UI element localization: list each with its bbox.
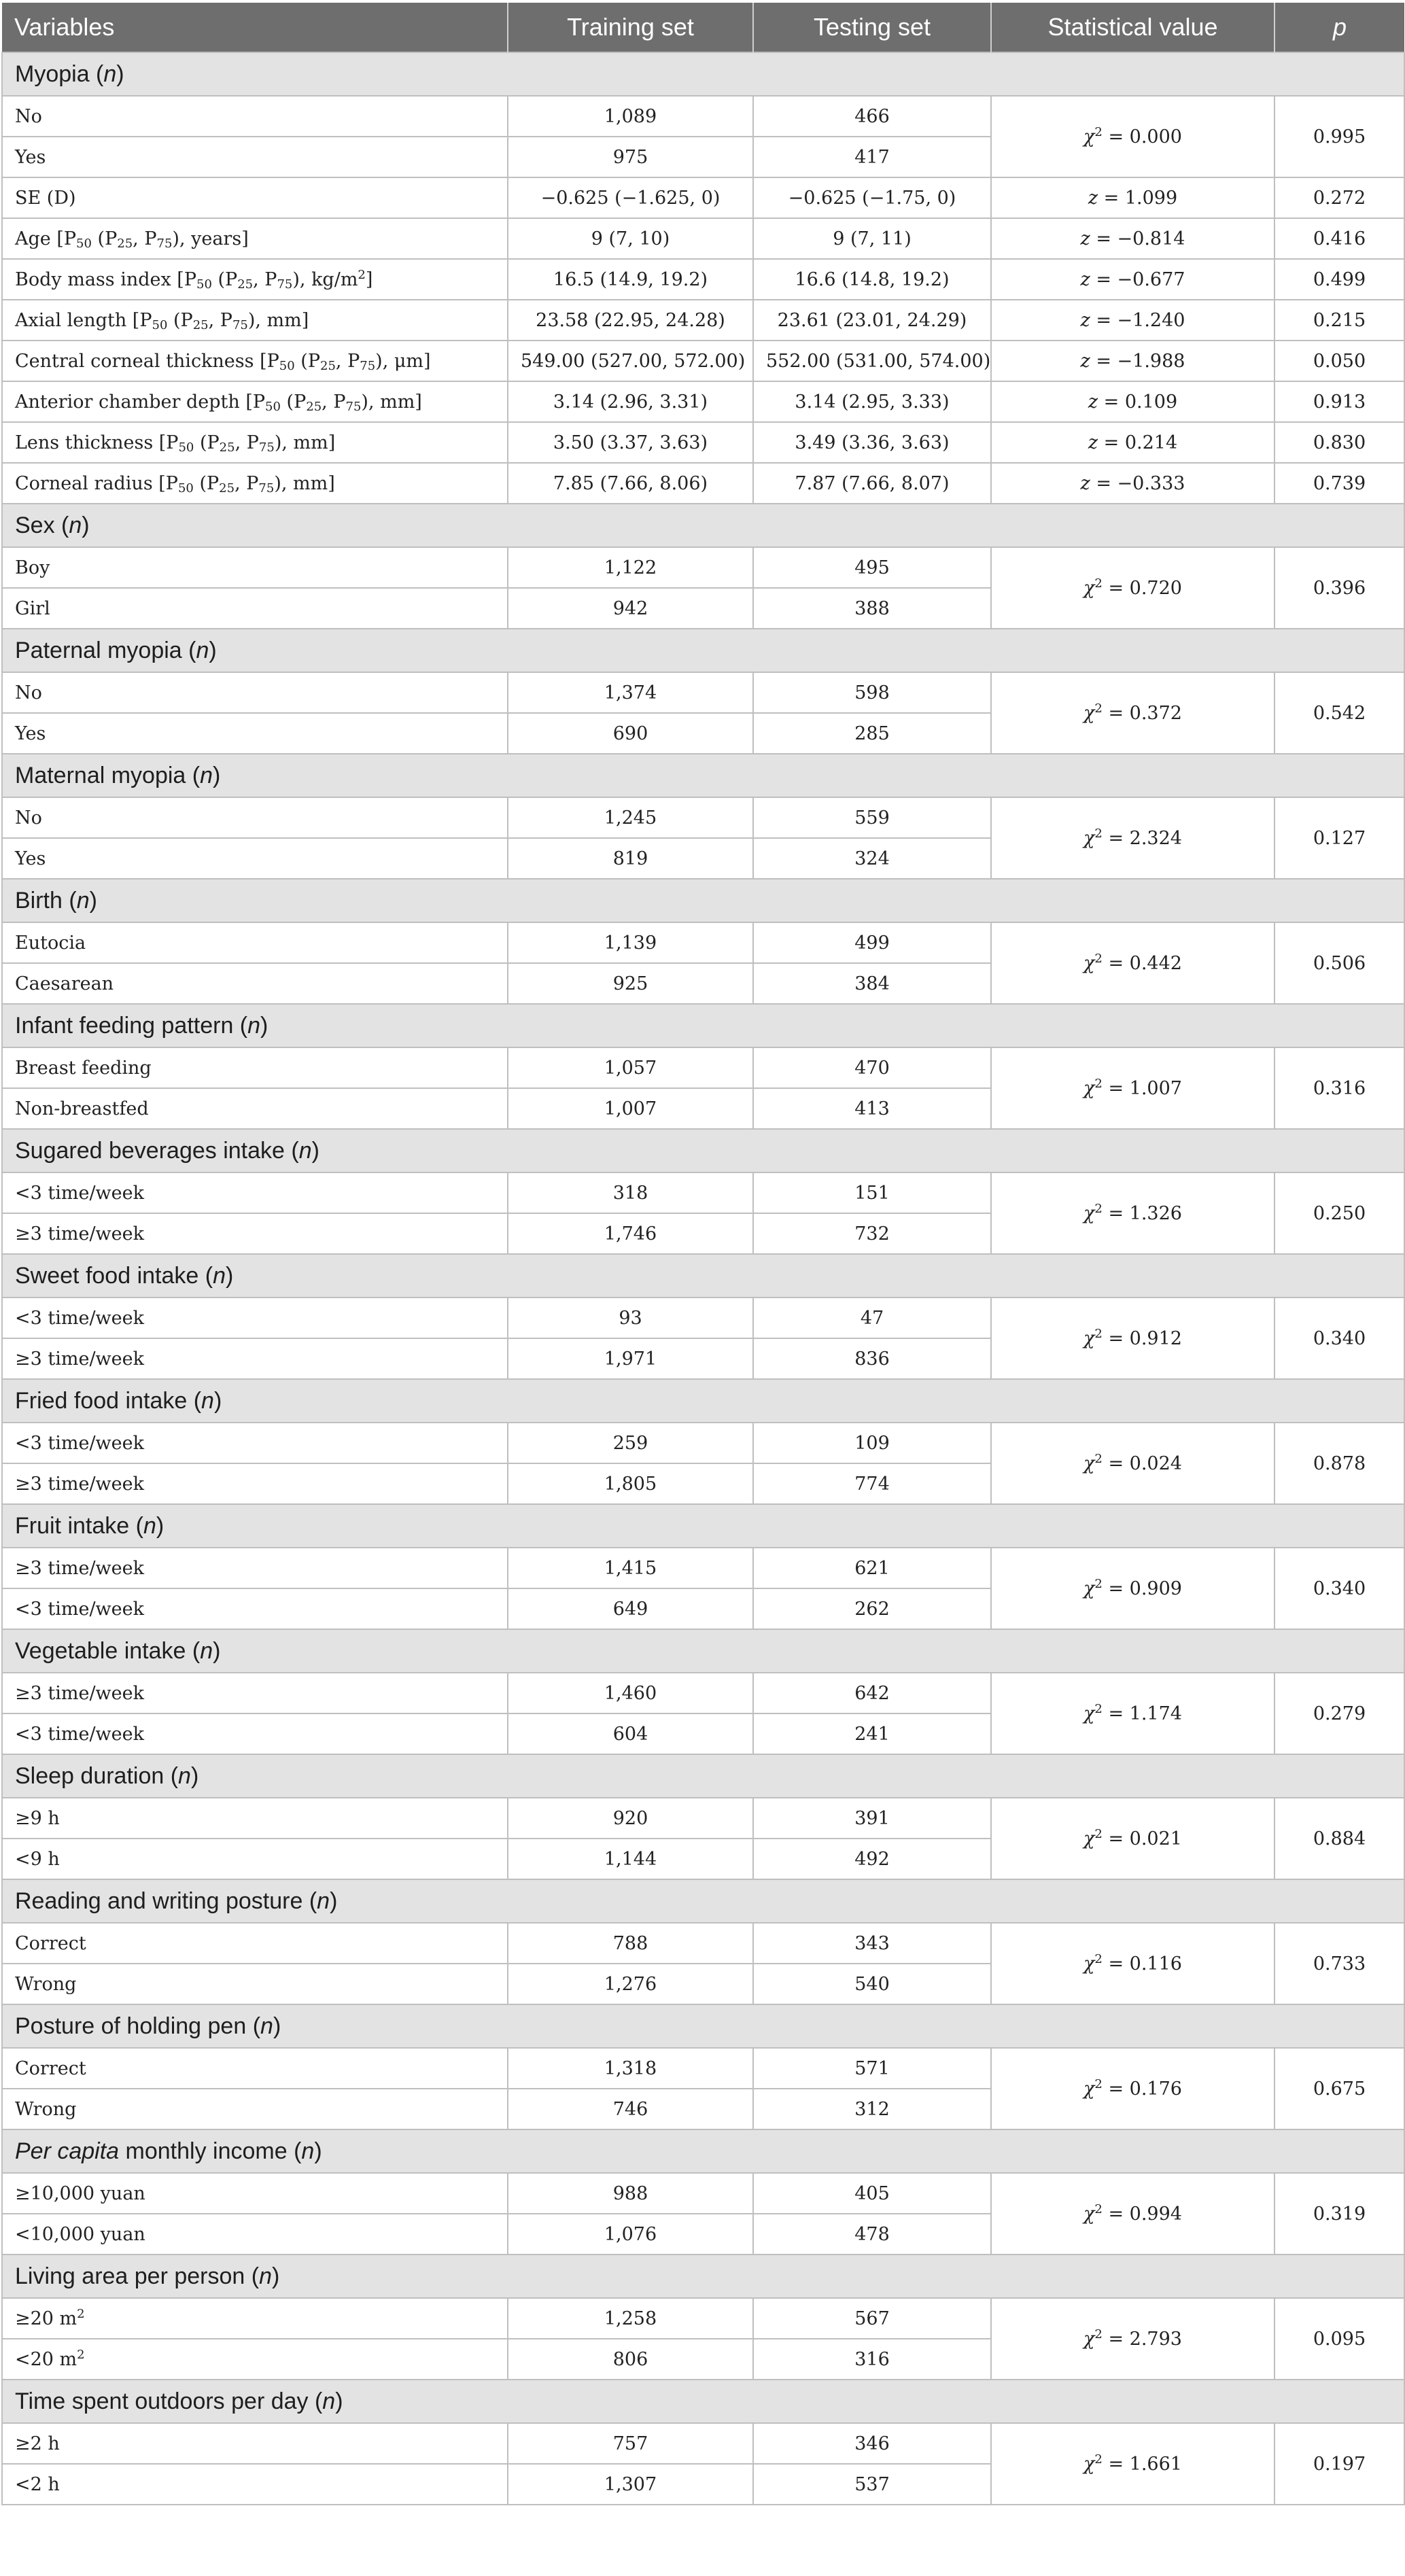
group-label: Time spent outdoors per day (n) <box>2 2380 1404 2423</box>
training-value: 1,076 <box>508 2214 753 2255</box>
row-label: Breast feeding <box>2 1047 508 1088</box>
group-label: Paternal myopia (n) <box>2 629 1404 672</box>
table-row <box>2 1047 1404 1088</box>
training-value: 942 <box>508 588 753 629</box>
training-value: 1,089 <box>508 96 753 137</box>
row-label: Wrong <box>2 1964 508 2004</box>
table-row <box>2 218 1404 259</box>
training-value: 746 <box>508 2089 753 2129</box>
row-label: <10,000 yuan <box>2 2214 508 2255</box>
testing-value: 642 <box>753 1673 991 1713</box>
row-label: Central corneal thickness [$P_{50}$ ($P_{25}$, $P_{75}$), μm] <box>2 341 508 381</box>
table-row <box>2 177 1404 218</box>
table-row <box>2 300 1404 341</box>
statistical-value: $\chi^2 = 0.372$ <box>991 672 1274 754</box>
group-label: Posture of holding pen (n) <box>2 2004 1404 2048</box>
testing-value: 9 (7, 11) <box>753 218 991 259</box>
statistical-value: $\chi^2 = 0.442$ <box>991 922 1274 1004</box>
p-value: 0.340 <box>1274 1298 1404 1379</box>
training-value: 1,276 <box>508 1964 753 2004</box>
group-row <box>2 504 1404 547</box>
table-row <box>2 1298 1404 1338</box>
statistical-value: $\chi^2 = 0.116$ <box>991 1923 1274 2004</box>
group-label: Fried food intake (n) <box>2 1379 1404 1423</box>
testing-value: 16.6 (14.8, 19.2) <box>753 259 991 300</box>
header-training: Training set <box>508 3 753 52</box>
row-label: <20 $m^2$ <box>2 2339 508 2380</box>
training-value: 1,374 <box>508 672 753 713</box>
training-value: 1,007 <box>508 1088 753 1129</box>
training-value: 7.85 (7.66, 8.06) <box>508 463 753 504</box>
testing-value: 552.00 (531.00, 574.00) <box>753 341 991 381</box>
training-value: 1,245 <box>508 797 753 838</box>
testing-value: 405 <box>753 2173 991 2214</box>
testing-value: 151 <box>753 1172 991 1213</box>
row-label: Eutocia <box>2 922 508 963</box>
row-label: Correct <box>2 1923 508 1964</box>
group-label: Infant feeding pattern (n) <box>2 1004 1404 1047</box>
p-value: 0.095 <box>1274 2298 1404 2380</box>
row-label: ≥3 time/week <box>2 1548 508 1588</box>
training-value: 3.50 (3.37, 3.63) <box>508 422 753 463</box>
testing-value: 559 <box>753 797 991 838</box>
testing-value: 391 <box>753 1798 991 1839</box>
table-row <box>2 463 1404 504</box>
statistical-value: $\chi^2 = 1.661$ <box>991 2423 1274 2505</box>
p-value: 0.316 <box>1274 1047 1404 1129</box>
testing-value: 109 <box>753 1423 991 1463</box>
p-value: 0.319 <box>1274 2173 1404 2255</box>
row-label: No <box>2 96 508 137</box>
p-value: 0.830 <box>1274 422 1404 463</box>
training-value: 1,460 <box>508 1673 753 1713</box>
testing-value: 324 <box>753 838 991 879</box>
table-row <box>2 1423 1404 1463</box>
p-value: 0.739 <box>1274 463 1404 504</box>
testing-value: 478 <box>753 2214 991 2255</box>
testing-value: 499 <box>753 922 991 963</box>
row-label: Yes <box>2 137 508 177</box>
row-label: SE (D) <box>2 177 508 218</box>
p-value: 0.913 <box>1274 381 1404 422</box>
row-label: Yes <box>2 713 508 754</box>
group-row <box>2 1629 1404 1673</box>
training-value: 1,057 <box>508 1047 753 1088</box>
table-row <box>2 259 1404 300</box>
row-label: Non-breastfed <box>2 1088 508 1129</box>
statistical-value: $\chi^2 = 0.021$ <box>991 1798 1274 1879</box>
table-row <box>2 797 1404 838</box>
row-label: ≥2 h <box>2 2423 508 2464</box>
testing-value: 598 <box>753 672 991 713</box>
training-value: 975 <box>508 137 753 177</box>
testing-value: −0.625 (−1.75, 0) <box>753 177 991 218</box>
testing-value: 316 <box>753 2339 991 2380</box>
training-value: 16.5 (14.9, 19.2) <box>508 259 753 300</box>
row-label: Wrong <box>2 2089 508 2129</box>
testing-value: 23.61 (23.01, 24.29) <box>753 300 991 341</box>
header-testing: Testing set <box>753 3 991 52</box>
testing-value: 384 <box>753 963 991 1004</box>
row-label: ≥9 h <box>2 1798 508 1839</box>
testing-value: 470 <box>753 1047 991 1088</box>
training-value: 819 <box>508 838 753 879</box>
header-statistical: Statistical value <box>991 3 1274 52</box>
p-value: 0.884 <box>1274 1798 1404 1879</box>
p-value: 0.050 <box>1274 341 1404 381</box>
row-label: Age [$P_{50}$ ($P_{25}$, $P_{75}$), years] <box>2 218 508 259</box>
statistical-value: $\chi^2 = 1.326$ <box>991 1172 1274 1254</box>
training-value: 1,318 <box>508 2048 753 2089</box>
training-value: 757 <box>508 2423 753 2464</box>
p-value: 0.127 <box>1274 797 1404 879</box>
testing-value: 7.87 (7.66, 8.07) <box>753 463 991 504</box>
row-label: Anterior chamber depth [$P_{50}$ ($P_{25}$, $P_{75}$), mm] <box>2 381 508 422</box>
statistical-value: $\chi^2 = 2.324$ <box>991 797 1274 879</box>
header-variables: Variables <box>14 13 115 41</box>
training-value: 23.58 (22.95, 24.28) <box>508 300 753 341</box>
row-label: Axial length [$P_{50}$ ($P_{25}$, $P_{75}$), mm] <box>2 300 508 341</box>
training-value: −0.625 (−1.625, 0) <box>508 177 753 218</box>
training-value: 549.00 (527.00, 572.00) <box>508 341 753 381</box>
testing-value: 47 <box>753 1298 991 1338</box>
p-value: 0.250 <box>1274 1172 1404 1254</box>
p-value: 0.215 <box>1274 300 1404 341</box>
row-label: No <box>2 797 508 838</box>
statistical-value: z = −1.988 <box>991 341 1274 381</box>
testing-value: 621 <box>753 1548 991 1588</box>
table-row <box>2 96 1404 137</box>
header-p: p <box>1274 3 1404 52</box>
testing-value: 417 <box>753 137 991 177</box>
group-row <box>2 879 1404 922</box>
p-value: 0.340 <box>1274 1548 1404 1629</box>
training-value: 925 <box>508 963 753 1004</box>
group-label: Birth (n) <box>2 879 1404 922</box>
table-row <box>2 672 1404 713</box>
row-label: <3 time/week <box>2 1423 508 1463</box>
training-value: 259 <box>508 1423 753 1463</box>
table-row <box>2 2048 1404 2089</box>
table-row <box>2 1673 1404 1713</box>
p-value: 0.675 <box>1274 2048 1404 2129</box>
group-label: Sex (n) <box>2 504 1404 547</box>
testing-value: 413 <box>753 1088 991 1129</box>
group-label: Per capita monthly income (n) <box>2 2129 1404 2173</box>
p-value: 0.396 <box>1274 547 1404 629</box>
training-value: 1,122 <box>508 547 753 588</box>
group-row <box>2 1754 1404 1798</box>
training-value: 1,258 <box>508 2298 753 2339</box>
statistical-value: $\chi^2 = 2.793$ <box>991 2298 1274 2380</box>
row-label: <3 time/week <box>2 1298 508 1338</box>
group-label: Fruit intake (n) <box>2 1504 1404 1548</box>
p-value: 0.272 <box>1274 177 1404 218</box>
group-label: Sugared beverages intake (n) <box>2 1129 1404 1172</box>
p-value: 0.499 <box>1274 259 1404 300</box>
row-label: Yes <box>2 838 508 879</box>
table-row <box>2 922 1404 963</box>
group-label: Myopia (n) <box>2 52 1404 96</box>
training-value: 1,307 <box>508 2464 753 2505</box>
statistical-value: z = −0.814 <box>991 218 1274 259</box>
group-row <box>2 1004 1404 1047</box>
group-label: Maternal myopia (n) <box>2 754 1404 797</box>
group-row <box>2 2129 1404 2173</box>
row-label: Girl <box>2 588 508 629</box>
group-label: Vegetable intake (n) <box>2 1629 1404 1673</box>
table-row <box>2 341 1404 381</box>
table-row <box>2 1548 1404 1588</box>
p-value: 0.197 <box>1274 2423 1404 2505</box>
training-value: 988 <box>508 2173 753 2214</box>
group-row <box>2 2255 1404 2298</box>
training-value: 1,805 <box>508 1463 753 1504</box>
group-row <box>2 2380 1404 2423</box>
group-row <box>2 2004 1404 2048</box>
statistical-value: $\chi^2 = 0.720$ <box>991 547 1274 629</box>
group-row <box>2 1879 1404 1923</box>
statistical-value: z = −1.240 <box>991 300 1274 341</box>
statistical-value: $\chi^2 = 0.909$ <box>991 1548 1274 1629</box>
group-row <box>2 1379 1404 1423</box>
testing-value: 285 <box>753 713 991 754</box>
testing-value: 241 <box>753 1713 991 1754</box>
training-value: 93 <box>508 1298 753 1338</box>
p-value: 0.506 <box>1274 922 1404 1004</box>
group-row <box>2 1254 1404 1298</box>
testing-value: 312 <box>753 2089 991 2129</box>
row-label: <3 time/week <box>2 1172 508 1213</box>
group-label: Living area per person (n) <box>2 2255 1404 2298</box>
table-row <box>2 1923 1404 1964</box>
group-label: Sweet food intake (n) <box>2 1254 1404 1298</box>
table-row <box>2 2298 1404 2339</box>
row-label: <3 time/week <box>2 1713 508 1754</box>
row-label: ≥3 time/week <box>2 1213 508 1254</box>
testing-value: 571 <box>753 2048 991 2089</box>
training-value: 604 <box>508 1713 753 1754</box>
training-value: 920 <box>508 1798 753 1839</box>
p-value: 0.733 <box>1274 1923 1404 2004</box>
table-row <box>2 2173 1404 2214</box>
p-value: 0.878 <box>1274 1423 1404 1504</box>
testing-value: 346 <box>753 2423 991 2464</box>
testing-value: 3.14 (2.95, 3.33) <box>753 381 991 422</box>
group-row <box>2 629 1404 672</box>
p-value: 0.995 <box>1274 96 1404 177</box>
row-label: ≥3 time/week <box>2 1338 508 1379</box>
training-value: 1,746 <box>508 1213 753 1254</box>
testing-value: 388 <box>753 588 991 629</box>
testing-value: 492 <box>753 1839 991 1879</box>
p-value: 0.416 <box>1274 218 1404 259</box>
training-value: 1,971 <box>508 1338 753 1379</box>
row-label: ≥20 $m^2$ <box>2 2298 508 2339</box>
statistical-value: $\chi^2 = 1.174$ <box>991 1673 1274 1754</box>
group-label: Reading and writing posture (n) <box>2 1879 1404 1923</box>
statistical-value: $\chi^2 = 0.000$ <box>991 96 1274 177</box>
row-label: ≥3 time/week <box>2 1673 508 1713</box>
group-label: Sleep duration (n) <box>2 1754 1404 1798</box>
training-value: 318 <box>508 1172 753 1213</box>
statistical-value: z = −0.333 <box>991 463 1274 504</box>
table-row <box>2 2423 1404 2464</box>
p-value: 0.542 <box>1274 672 1404 754</box>
row-label: <2 h <box>2 2464 508 2505</box>
training-value: 806 <box>508 2339 753 2380</box>
statistical-value: z = 0.109 <box>991 381 1274 422</box>
table-row <box>2 1172 1404 1213</box>
testing-value: 537 <box>753 2464 991 2505</box>
table-row <box>2 422 1404 463</box>
table-row <box>2 381 1404 422</box>
table-row <box>2 1798 1404 1839</box>
row-label: ≥10,000 yuan <box>2 2173 508 2214</box>
training-value: 788 <box>508 1923 753 1964</box>
group-row <box>2 1129 1404 1172</box>
testing-value: 836 <box>753 1338 991 1379</box>
row-label: Body mass index [$P_{50}$ ($P_{25}$, $P_{75}$), $kg/m^2$] <box>2 259 508 300</box>
row-label: <3 time/week <box>2 1588 508 1629</box>
row-label: Lens thickness [$P_{50}$ ($P_{25}$, $P_{75}$), mm] <box>2 422 508 463</box>
table-row <box>2 547 1404 588</box>
statistical-value: $\chi^2 = 0.994$ <box>991 2173 1274 2255</box>
header-row <box>2 3 1404 52</box>
training-value: 1,415 <box>508 1548 753 1588</box>
group-row <box>2 52 1404 96</box>
row-label: No <box>2 672 508 713</box>
training-value: 1,144 <box>508 1839 753 1879</box>
training-value: 3.14 (2.96, 3.31) <box>508 381 753 422</box>
training-value: 9 (7, 10) <box>508 218 753 259</box>
statistical-value: z = −0.677 <box>991 259 1274 300</box>
statistical-value: $\chi^2 = 0.912$ <box>991 1298 1274 1379</box>
training-value: 690 <box>508 713 753 754</box>
statistical-value: $\chi^2 = 0.024$ <box>991 1423 1274 1504</box>
testing-value: 466 <box>753 96 991 137</box>
group-row <box>2 1504 1404 1548</box>
statistical-value: z = 1.099 <box>991 177 1274 218</box>
testing-value: 774 <box>753 1463 991 1504</box>
group-row <box>2 754 1404 797</box>
testing-value: 3.49 (3.36, 3.63) <box>753 422 991 463</box>
statistical-value: $\chi^2 = 0.176$ <box>991 2048 1274 2129</box>
training-value: 649 <box>508 1588 753 1629</box>
row-label: Corneal radius [$P_{50}$ ($P_{25}$, $P_{75}$), mm] <box>2 463 508 504</box>
row-label: <9 h <box>2 1839 508 1879</box>
testing-value: 567 <box>753 2298 991 2339</box>
row-label: Boy <box>2 547 508 588</box>
testing-value: 262 <box>753 1588 991 1629</box>
row-label: Correct <box>2 2048 508 2089</box>
data-table <box>1 3 1405 2505</box>
statistical-value: $\chi^2 = 1.007$ <box>991 1047 1274 1129</box>
row-label: ≥3 time/week <box>2 1463 508 1504</box>
statistical-value: z = 0.214 <box>991 422 1274 463</box>
testing-value: 732 <box>753 1213 991 1254</box>
testing-value: 495 <box>753 547 991 588</box>
row-label: Caesarean <box>2 963 508 1004</box>
testing-value: 540 <box>753 1964 991 2004</box>
training-value: 1,139 <box>508 922 753 963</box>
testing-value: 343 <box>753 1923 991 1964</box>
p-value: 0.279 <box>1274 1673 1404 1754</box>
